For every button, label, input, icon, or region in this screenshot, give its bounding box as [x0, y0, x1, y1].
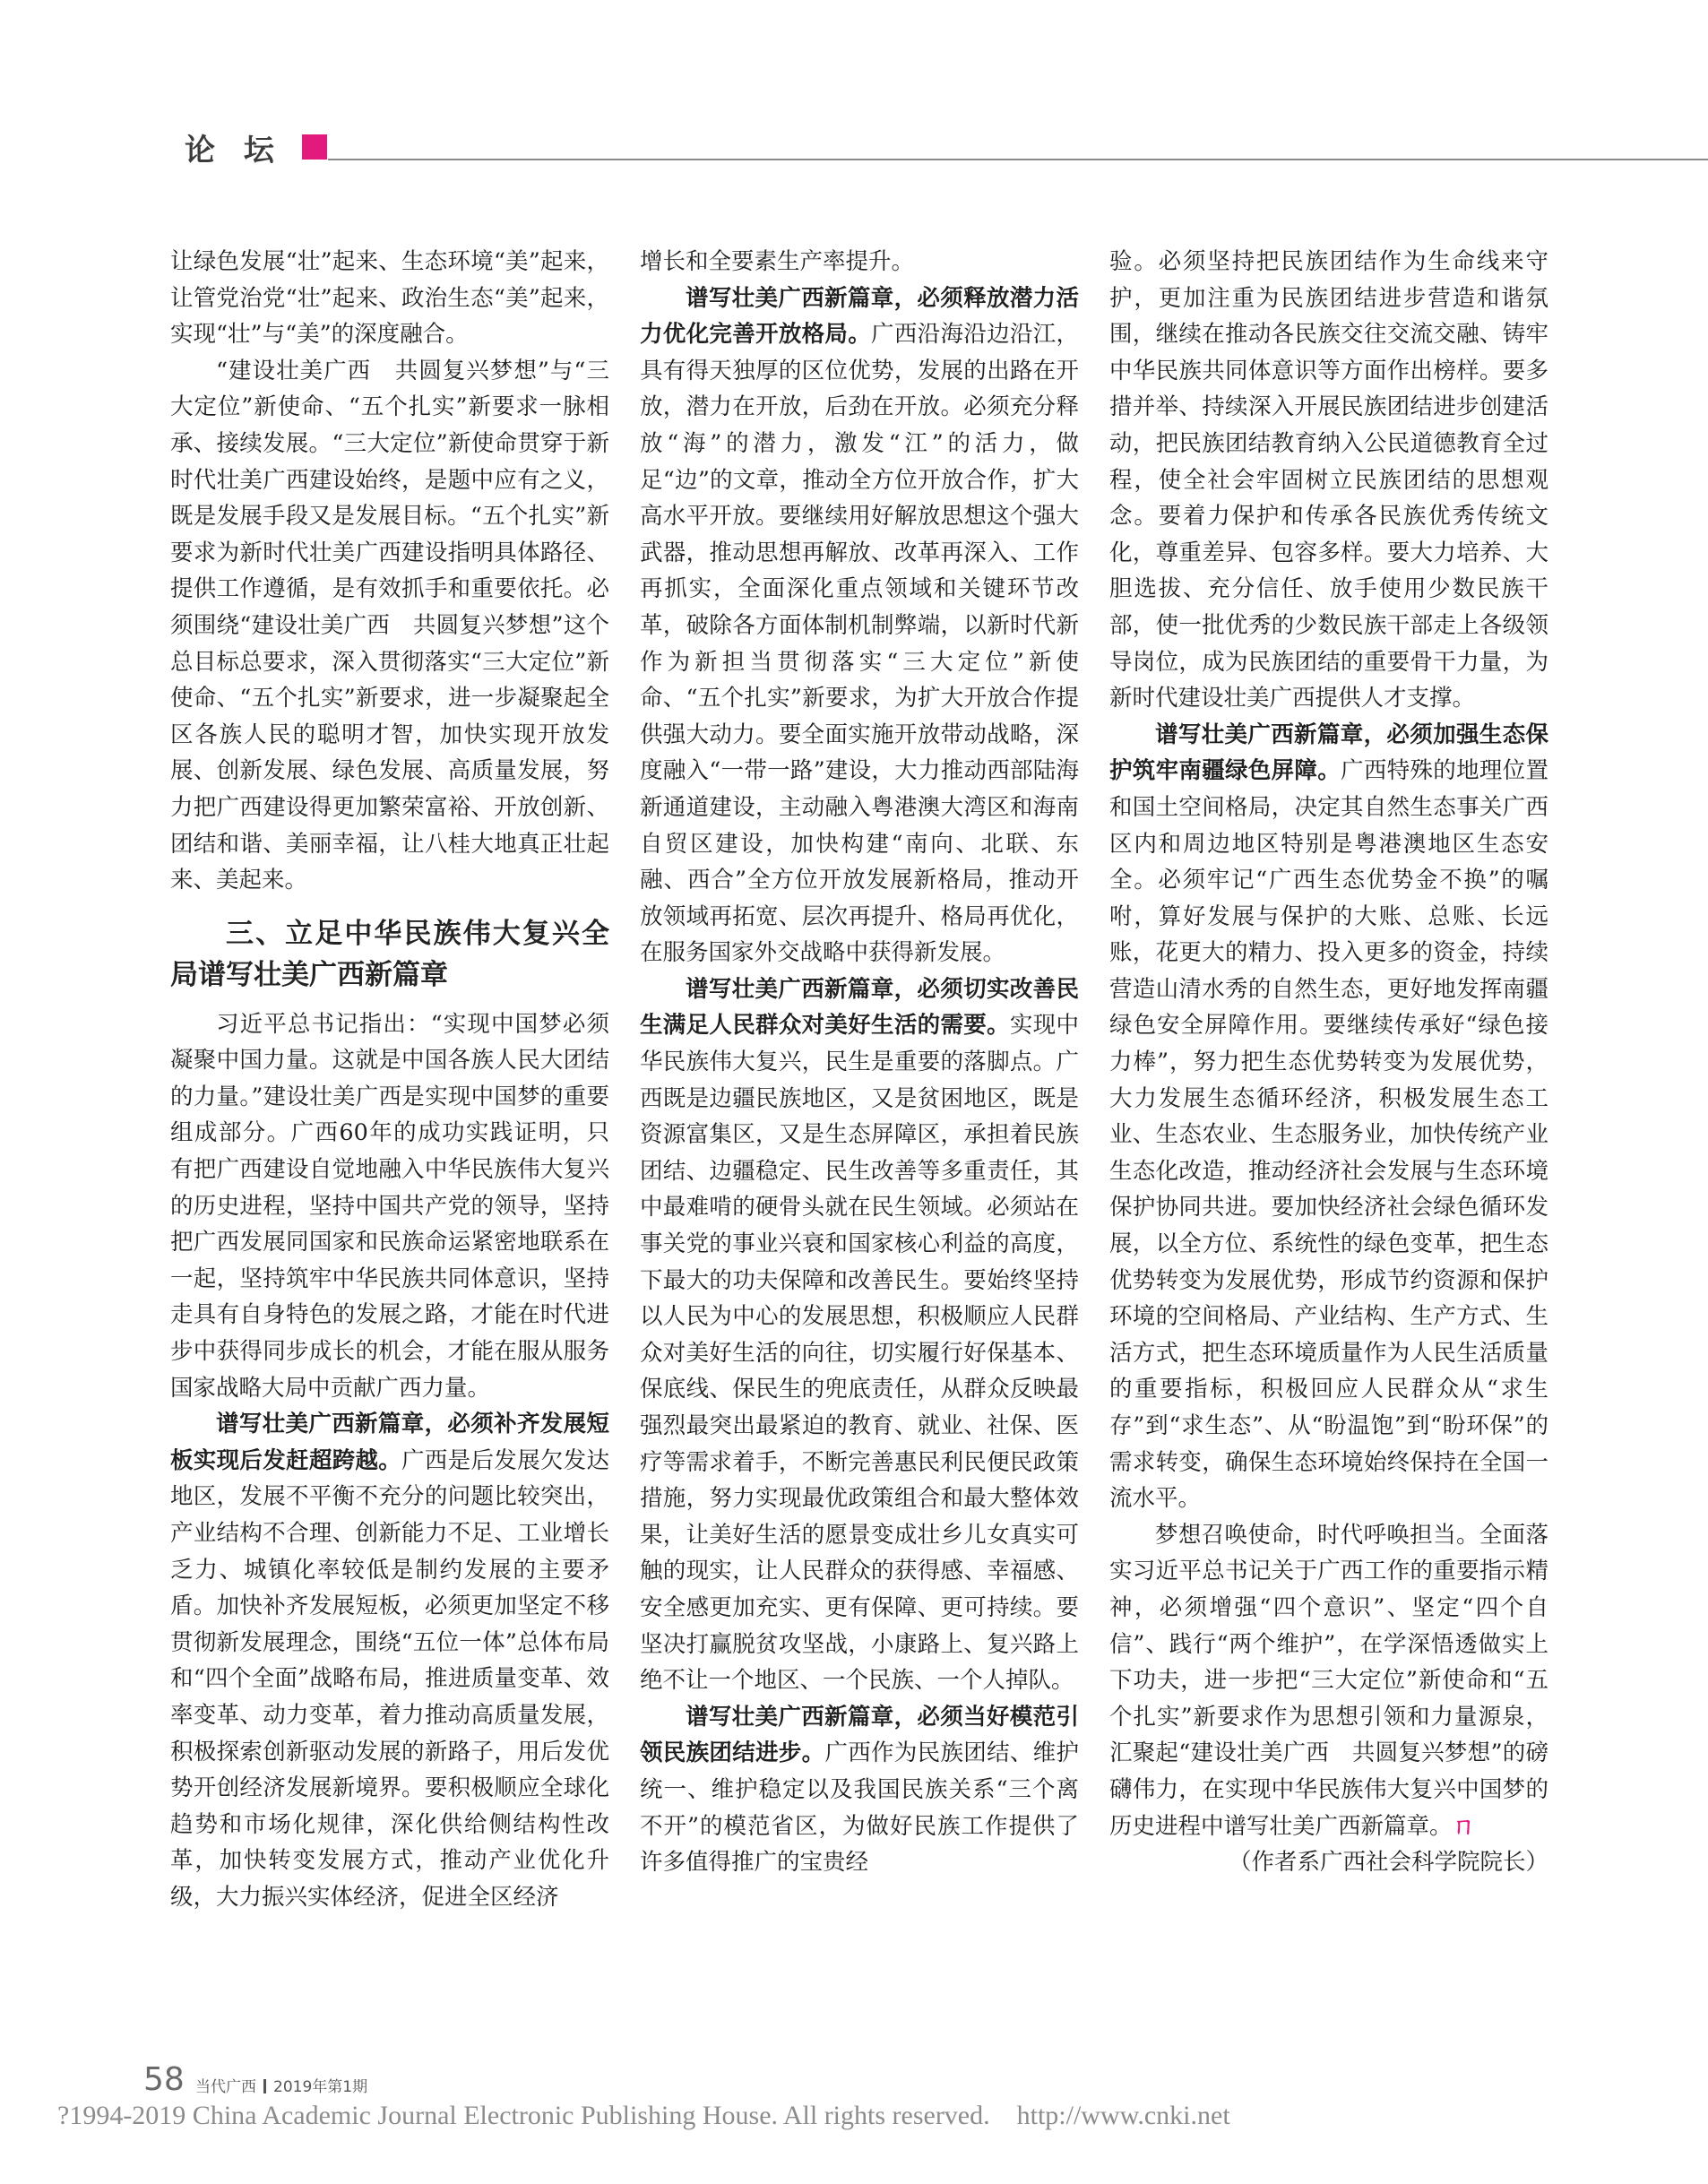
article-column-3	[1109, 244, 1548, 1881]
paragraph-lead: 谱写壮美广西新篇章，必须补齐发展短板实现后发赶超跨越。	[170, 1411, 609, 1474]
paragraph	[640, 281, 1079, 971]
article-column-2	[640, 244, 1079, 1881]
paragraph-lead: 谱写壮美广西新篇章，必须释放潜力活力优化完善开放格局。	[640, 284, 1079, 349]
page-number: 58	[143, 2061, 185, 2098]
paragraph-lead: 谱写壮美广西新篇章，必须加强生态保护筑牢南疆绿色屏障。	[1109, 721, 1548, 785]
paragraph	[170, 353, 609, 899]
paragraph-text: “建设壮美广西 共圆复兴梦想”与“三大定位”新使命、“五个扎实”新要求一脉相承、接续发展。“三大定位”新使命贯穿于新时代壮美广西建设始终，是题中应有之义，既是发展手段又是发展目标。“五个扎实”新要求为新时代壮美广西建设指明具体路径、提供工作遵循，是有效抓手和重要依托。必须围绕“建设壮美广西 共圆复兴梦想”这个总目标总要求，深入贯彻落实“三大定位”新使命、“五个扎实”新要求，进一步凝聚起全区各族人民的聪明才智，加快实现开放发展、创新发展、绿色发展、高质量发展，努力把广西建设得更加繁荣富裕、开放创新、团结和谐、美丽幸福，让八桂大地真正壮起来、美起来。	[170, 357, 609, 894]
article-column-1	[170, 244, 609, 1916]
paragraph-text: 习近平总书记指出：“实现中国梦必须凝聚中国力量。这就是中国各族人民大团结的力量。”建设壮美广西是实现中国梦的重要组成部分。广西60年的成功实践证明，只有把广西建设自觉地融入中华民族伟大复兴的历史进程，坚持中国共产党的领导，坚持把广西发展同国家和民族命运紧密地联系在一起，坚持筑牢中华民族共同体意识，坚持走具有自身特色的发展之路，才能在时代进步中获得同步成长的机会，才能在服从服务国家战略大局中贡献广西力量。	[170, 1010, 609, 1402]
end-mark-icon: ㄇ	[1452, 1812, 1476, 1840]
paragraph-text: 梦想召唤使命，时代呼唤担当。全面落实习近平总书记关于广西工作的重要指示精神，必须增强“四个意识”、坚定“四个自信”、践行“两个维护”，在学深悟透做实上下功夫，进一步把“三大定位”新使命和“五个扎实”新要求作为思想引领和力量源泉，汇聚起“建设壮美广西 共圆复兴梦想”的磅礴伟力，在实现中华民族伟大复兴中国梦的历史进程中谱写壮美广西新篇章。	[1109, 1521, 1548, 1840]
paragraph	[640, 971, 1079, 1699]
paragraph	[1109, 717, 1548, 1517]
paragraph-text: 广西特殊的地理位置和国土空间格局，决定其自然生态事关广西区内和周边地区特别是粤港澳地区生态安全。必须牢记“广西生态优势金不换”的嘱咐，算好发展与保护的大账、总账、长远账，花更大的精力、投入更多的资金，持续营造山清水秀的自然生态，更好地发挥南疆绿色安全屏障作用。要继续传承好“绿色接力棒”，努力把生态优势转变为发展优势，大力发展生态循环经济，积极发展生态工业、生态农业、生态服务业，加快传统产业生态化改造，推动经济社会发展与生态环境保护协同共进。要加快经济社会绿色循环发展，以全方位、系统性的绿色变革，把生态优势转变为发展优势，形成节约资源和保护环境的空间格局、产业结构、生产方式、生活方式，把生态环境质量作为人民生活质量的重要指标，积极回应人民群众从“求生存”到“求生态”、从“盼温饱”到“盼环保”的需求转变，确保生态环境始终保持在全国一流水平。	[1109, 757, 1548, 1513]
page-meta	[195, 2074, 367, 2096]
issue-label: 2019年第1期	[273, 2078, 368, 2096]
paragraph-text: 增长和全要素生产率提升。	[640, 248, 915, 275]
section-header: 论 坛	[185, 133, 283, 168]
paragraph-text: 让绿色发展“壮”起来、生态环境“美”起来，让管党治党“壮”起来、政治生态“美”起来，实现“壮”与“美”的深度融合。	[170, 248, 609, 349]
author-note: （作者系广西社会科学院院长）	[1228, 1849, 1548, 1877]
paragraph-text: 实现中华民族伟大复兴，民生是重要的落脚点。广西既是边疆民族地区，又是贫困地区，既是资源富集区，又是生态屏障区，承担着民族团结、边疆稳定、民生改善等多重责任，其中最难啃的硬骨头就在民生领域。必须站在事关党的事业兴衰和国家核心利益的高度，下最大的功夫保障和改善民生。要始终坚持以人民为中心的发展思想，积极顺应人民群众对美好生活的向往，切实履行好保基本、保底线、保民生的兜底责任，从群众反映最强烈最突出最紧迫的教育、就业、社保、医疗等需求着手，不断完善惠民利民便民政策措施，努力实现最优政策组合和最大整体效果，让美好生活的愿景变成壮乡儿女真实可触的现实，让人民群众的获得感、幸福感、安全感更加充实、更有保障、更可持续。要坚决打赢脱贫攻坚战，小康路上、复兴路上绝不让一个地区、一个民族、一个人掉队。	[640, 1012, 1079, 1695]
publisher-url[interactable]: http://www.cnki.net	[1016, 2101, 1230, 2130]
paragraph	[170, 1406, 609, 1915]
copyright-text: ?1994-2019 China Academic Journal Electronic Publishing House. All rights reserved.	[57, 2101, 990, 2130]
paragraph-lead: 谱写壮美广西新篇章，必须当好模范引领民族团结进步。	[640, 1703, 1079, 1767]
meta-separator	[263, 2079, 266, 2093]
paragraph	[1109, 1517, 1548, 1844]
paragraph	[170, 1006, 609, 1407]
section-heading: 三、立足中华民族伟大复兴全局谱写壮美广西新篇章	[170, 917, 609, 991]
paragraph-lead: 谱写壮美广西新篇章，必须切实改善民生满足人民群众对美好生活的需要。	[640, 975, 1079, 1040]
paragraph-text: 广西沿海沿边沿江，具有得天独厚的区位优势，发展的出路在开放，潜力在开放，后劲在开放。必须充分释放“海”的潜力，激发“江”的活力，做足“边”的文章，推动全方位开放合作，扩大高水平开放。要继续用好解放思想这个强大武器，推动思想再解放、改革再深入、工作再抓实，全面深化重点领域和关键环节改革，破除各方面体制机制弊端，以新时代新作为新担当贯彻落实“三大定位”新使命、“五个扎实”新要求，为扩大开放合作提供强大动力。要全面实施开放带动战略，深度融入“一带一路”建设，大力推动西部陆海新通道建设，主动融入粤港澳大湾区和海南自贸区建设，加快构建“南向、北联、东融、西合”全方位开放发展新格局，推动开放领域再拓宽、层次再提升、格局再优化，在服务国家外交战略中获得新发展。	[640, 321, 1079, 967]
paragraph	[1109, 244, 1548, 717]
magazine-name: 当代广西	[195, 2078, 256, 2096]
paragraph-text: 广西是后发展欠发达地区，发展不平衡不充分的问题比较突出，产业结构不合理、创新能力不足、工业增长乏力、城镇化率较低是制约发展的主要矛盾。加快补齐发展短板，必须更加坚定不移贯彻新发展理念，围绕“五位一体”总体布局和“四个全面”战略布局，推进质量变革、效率变革、动力变革，着力推动高质量发展，积极探索创新驱动发展的新路子，用后发优势开创经济发展新境界。要积极顺应全球化趋势和市场化规律，深化供给侧结构性改革，加快转变发展方式，推动产业优化升级，大力振兴实体经济，促进全区经济	[170, 1446, 609, 1911]
paragraph-text: 验。必须坚持把民族团结作为生命线来守护，更加注重为民族团结进步营造和谐氛围，继续在推动各民族交往交流交融、铸牢中华民族共同体意识等方面作出榜样。要多措并举、持续深入开展民族团结进步创建活动，把民族团结教育纳入公民道德教育全过程，使全社会牢固树立民族团结的思想观念。要着力保护和传承各民族优秀传统文化，尊重差异、包容多样。要大力培养、大胆选拔、充分信任、放手使用少数民族干部，使一批优秀的少数民族干部走上各级领导岗位，成为民族团结的重要骨干力量，为新时代建设壮美广西提供人才支撑。	[1109, 248, 1548, 712]
paragraph-text: 广西作为民族团结、维护统一、维护稳定以及我国民族关系“三个离不开”的模范省区，为做好民族工作提供了许多值得推广的宝贵经	[640, 1739, 1079, 1877]
header-accent-square	[302, 134, 327, 160]
paragraph	[640, 1699, 1079, 1881]
header-rule	[328, 159, 1708, 160]
paragraph	[170, 244, 609, 353]
copyright-line	[57, 2101, 1230, 2131]
paragraph	[640, 244, 1079, 281]
